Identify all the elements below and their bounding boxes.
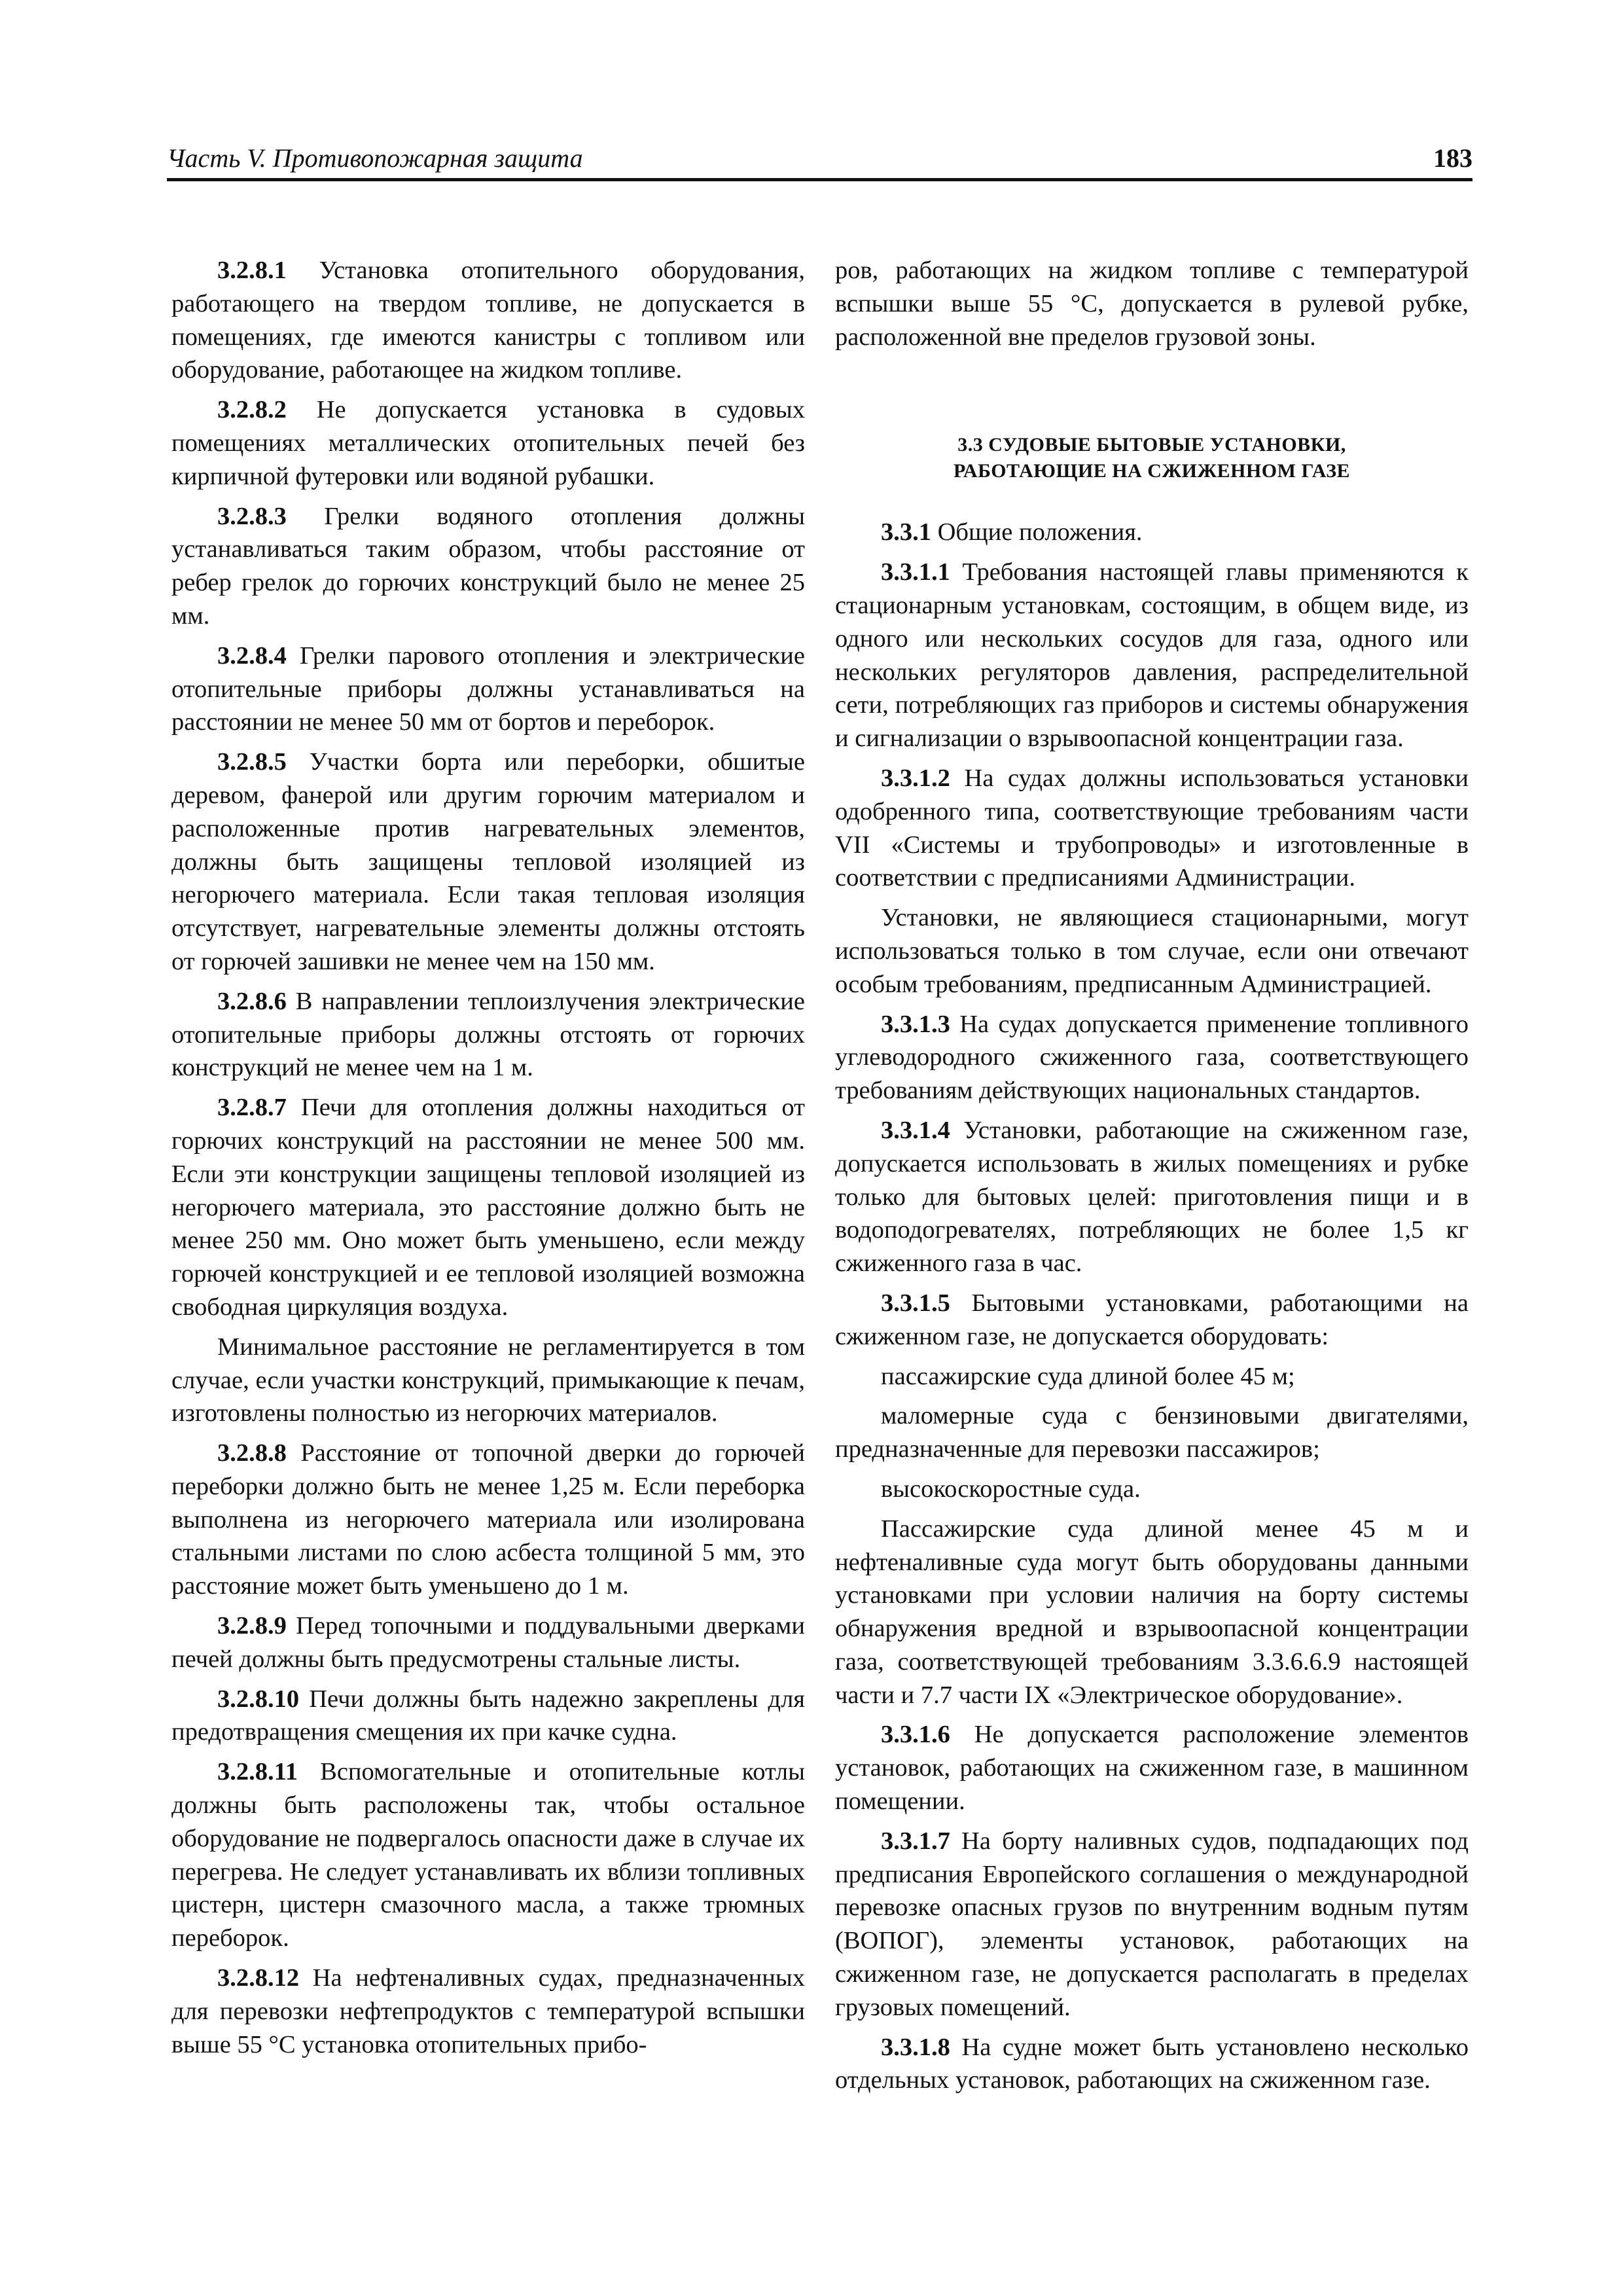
- paragraph-text: Перед топочными и поддувальными дверками печей должны быть предусмотрены стальные листы.: [171, 1612, 805, 1673]
- paragraph-text: Пассажирские суда длиной менее 45 м и нефтеналивные суда могут быть оборудованы данными установками при условии наличия на борту системы обнаружения вредной и взрывоопасной концентрации газа, соответствующей требованиям 3.3.6.6.9 настоящей части и 7.7 части IX «Электрическое оборудование».: [835, 1515, 1469, 1709]
- clause-number: 3.2.8.3: [217, 502, 287, 530]
- list-item: [835, 1360, 1469, 1393]
- clause-number: 3.2.8.8: [217, 1439, 287, 1467]
- page-number: 183: [1433, 143, 1472, 173]
- paragraph-text: Расстояние от топочной дверки до горючей переборки должно быть не менее 1,25 м. Если переборка выполнена из негорючего материала или изолирована стальными листами по слою асбеста толщиной 5 мм, это расстояние может быть уменьшено до 1 м.: [171, 1439, 805, 1600]
- clause-number: 3.3.1: [881, 518, 931, 547]
- paragraph: [171, 1331, 805, 1430]
- paragraph: [171, 254, 805, 387]
- paragraph: [171, 500, 805, 633]
- paragraph-text: На нефтеналивных судах, предназначенных для перевозки нефтепродуктов с температурой вспышки выше 55 °С установка отопительных прибо-: [171, 1964, 805, 2058]
- page-header: [167, 143, 1472, 182]
- paragraph: [835, 1718, 1469, 1818]
- clause-number: 3.2.8.5: [217, 748, 287, 776]
- subsection-heading: [835, 516, 1469, 549]
- right-column: [835, 254, 1469, 2104]
- paragraph-text: Требования настоящей главы применяются к стационарным установкам, состоящим, в общем виде, из одного или нескольких сосудов для газа, одного или нескольких регуляторов давления, распределительной сети, потребляющих газ приборов и системы обнаружения и сигнализации о взрывоопасной концентрации газа.: [835, 558, 1469, 753]
- clause-number: 3.3.1.6: [881, 1721, 950, 1749]
- paragraph: [171, 985, 805, 1085]
- paragraph-text: маломерные суда с бензиновыми двигателями, предназначенные для перевозки пассажиров;: [835, 1402, 1469, 1463]
- paragraph: [171, 1437, 805, 1603]
- paragraph-text: Установки, не являющиеся стационарными, могут использоваться только в том случае, если они отвечают особым требованиям, предписанным Администрацией.: [835, 904, 1469, 998]
- paragraph: [171, 639, 805, 739]
- paragraph-text: Вспомогательные и отопительные котлы должны быть расположены так, чтобы остальное оборудование не подвергалось опасности даже в случае их перегрева. Не следует устанавливать их вблизи топливных цистерн, цистерн смазочного масла, а также трюмных переборок.: [171, 1758, 805, 1952]
- paragraph: [171, 393, 805, 493]
- clause-number: 3.2.8.12: [217, 1964, 300, 1992]
- clause-number: 3.2.8.7: [217, 1094, 287, 1122]
- paragraph: [171, 1091, 805, 1324]
- paragraph: [835, 2031, 1469, 2098]
- paragraph-text: Установка отопительного оборудования, работающего на твердом топливе, не допускается в помещениях, где имеются канистры с топливом или оборудование, работающее на жидком топливе.: [171, 257, 805, 384]
- paragraph-text: пассажирские суда длиной более 45 м;: [881, 1362, 1295, 1390]
- list-item: [835, 1473, 1469, 1506]
- paragraph-text: Печи для отопления должны находиться от горючих конструкций на расстоянии не менее 500 мм. Если эти конструкции защищены тепловой изоляцией из негорючего материала, это расстояние должно быть не менее 250 мм. Оно может быть уменьшено, если между горючей конструкцией и ее тепловой изоляцией возможна свободная циркуляция воздуха.: [171, 1094, 805, 1321]
- paragraph-text: Печи должны быть надежно закреплены для предотвращения смещения их при качке судна.: [171, 1685, 805, 1746]
- clause-number: 3.2.8.9: [217, 1612, 287, 1640]
- paragraph: [171, 1683, 805, 1749]
- paragraph-text: В направлении теплоизлучения электрические отопительные приборы должны отстоять от горючих конструкций не менее чем на 1 м.: [171, 987, 805, 1082]
- clause-number: 3.3.1.7: [881, 1827, 950, 1855]
- clause-number: 3.3.1.3: [881, 1010, 950, 1038]
- paragraph-text: На судах должны использоваться установки одобренного типа, соответствующие требованиям части VII «Системы и трубопроводы» и изготовленные в соответствии с предписаниями Администрации.: [835, 764, 1469, 892]
- paragraph-text: Не допускается расположение элементов установок, работающих на сжиженном газе, в машинном помещении.: [835, 1721, 1469, 1816]
- paragraph: [171, 1609, 805, 1676]
- paragraph-text: Грелки парового отопления и электрические отопительные приборы должны устанавливаться на расстоянии не менее 50 мм от бортов и переборок.: [171, 641, 805, 736]
- section-heading-line: РАБОТАЮЩИЕ НА СЖИЖЕННОМ ГАЗЕ: [953, 460, 1351, 482]
- header-rule: [167, 178, 1472, 181]
- paragraph: [835, 1825, 1469, 2024]
- clause-number: 3.3.1.2: [881, 764, 950, 792]
- paragraph: [835, 1513, 1469, 1712]
- paragraph: [835, 1008, 1469, 1107]
- clause-number: 3.3.1.4: [881, 1116, 950, 1144]
- paragraph: [171, 1755, 805, 1955]
- paragraph-text: Грелки водяного отопления должны устанавливаться таким образом, чтобы расстояние от ребер грелок до горючих конструкций было не менее 25 мм.: [171, 502, 805, 630]
- clause-number: 3.3.1.1: [881, 558, 950, 586]
- paragraph: [835, 762, 1469, 895]
- paragraph-text: Не допускается установка в судовых помещениях металлических отопительных печей без кирпичной футеровки или водяной рубашки.: [171, 396, 805, 490]
- paragraph-continuation: ров, работающих на жидком топливе с температурой вспышки выше 55 °С, допускается в рулевой рубке, расположенной вне пределов грузовой зоны.: [835, 257, 1469, 351]
- clause-number: 3.2.8.6: [217, 987, 287, 1015]
- list-item: [835, 1399, 1469, 1466]
- section-heading: [835, 432, 1469, 484]
- paragraph: [171, 745, 805, 978]
- paragraph-text: Бытовыми установками, работающими на сжиженном газе, не допускается оборудовать:: [835, 1289, 1469, 1350]
- paragraph: [835, 556, 1469, 755]
- paragraph-text: Общие положения.: [931, 518, 1143, 547]
- clause-number: 3.2.8.4: [217, 641, 287, 670]
- clause-number: 3.3.1.8: [881, 2033, 950, 2061]
- clause-number: 3.2.8.11: [217, 1758, 298, 1786]
- clause-number: 3.2.8.1: [217, 257, 287, 284]
- paragraph-text: На судне может быть установлено несколько отдельных установок, работающих на сжиженном газе.: [835, 2033, 1469, 2094]
- paragraph: [835, 1287, 1469, 1354]
- clause-number: 3.3.1.5: [881, 1289, 950, 1317]
- paragraph-text: высокоскоростные суда.: [881, 1475, 1141, 1503]
- paragraph: [171, 1962, 805, 2061]
- paragraph-text: Участки борта или переборки, обшитые деревом, фанерой или другим горючим материалом и расположенные против нагревательных элементов, должны быть защищены тепловой изоляцией из негорючего материала. Если такая тепловая изоляция отсутствует, нагревательные элементы должны отстоять от горючей зашивки не менее чем на 150 мм.: [171, 748, 805, 975]
- left-column: [171, 254, 805, 2068]
- section-heading-line: 3.3 СУДОВЫЕ БЫТОВЫЕ УСТАНОВКИ,: [957, 434, 1346, 456]
- running-title: Часть V. Противопожарная защита: [167, 143, 583, 173]
- paragraph-text: На борту наливных судов, подпадающих под предписания Европейского соглашения о международной перевозке опасных грузов по внутренним водным путям (ВОПОГ), элементы установок, работающих на сжиженном газе, не допускается располагать в пределах грузовых помещений.: [835, 1827, 1469, 2021]
- paragraph-text: Установки, работающие на сжиженном газе, допускается использовать в жилых помещениях и рубке только для бытовых целей: приготовления пищи и в водоподогревателях, потребляющих не более 1,5 кг сжиженного газа в час.: [835, 1116, 1469, 1278]
- paragraph-text: Минимальное расстояние не регламентируется в том случае, если участки конструкций, примыкающие к печам, изготовлены полностью из негорючих материалов.: [171, 1333, 805, 1427]
- paragraph-text: На судах допускается применение топливного углеводородного сжиженного газа, соответствующего требованиям действующих национальных стандартов.: [835, 1010, 1469, 1105]
- clause-number: 3.2.8.10: [217, 1685, 300, 1713]
- clause-number: 3.2.8.2: [217, 396, 287, 424]
- paragraph: [835, 901, 1469, 1001]
- paragraph: [835, 1114, 1469, 1280]
